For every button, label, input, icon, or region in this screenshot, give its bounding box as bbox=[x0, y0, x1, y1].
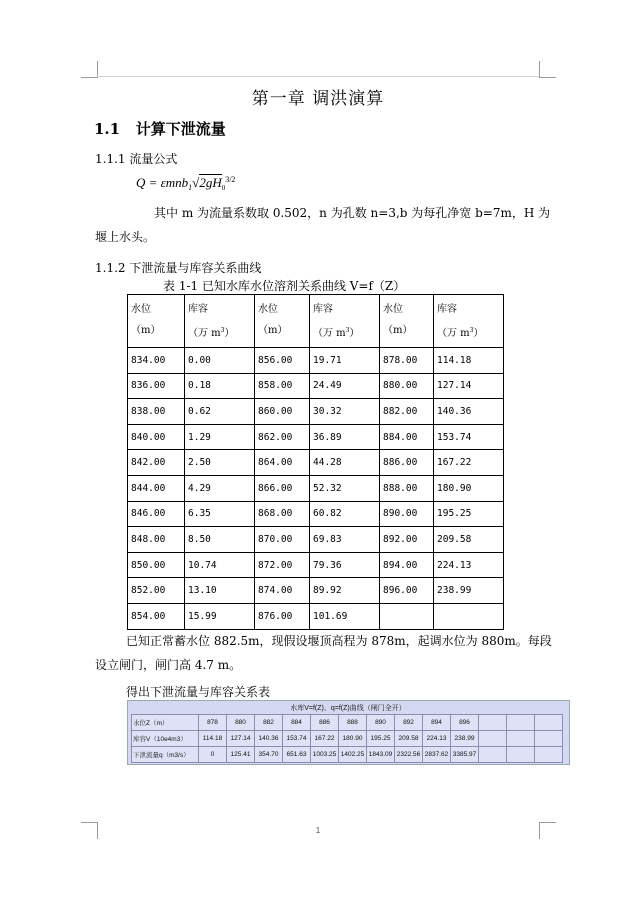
table-row bbox=[128, 603, 504, 629]
spreadsheet-cell: 224.13 bbox=[423, 731, 451, 747]
spreadsheet-cell: 880 bbox=[227, 715, 255, 731]
spreadsheet-empty-cell bbox=[507, 731, 535, 747]
spreadsheet-cell: 1003.25 bbox=[311, 747, 339, 763]
storage-cell: 89.92 bbox=[310, 578, 380, 604]
spreadsheet-empty-cell bbox=[479, 715, 507, 731]
storage-cell: 195.25 bbox=[434, 501, 504, 527]
spreadsheet-row-label: 库容V（10e4m3） bbox=[132, 731, 199, 747]
level-cell: 888.00 bbox=[380, 475, 434, 501]
formula-explanation-line1: 其中 m 为流量系数取 0.502，n 为孔数 n=3,b 为每孔净宽 b=7m，H 为 bbox=[154, 206, 551, 220]
storage-cell bbox=[434, 603, 504, 629]
header-level: 水位 （m） bbox=[128, 295, 185, 348]
spreadsheet-empty-cell bbox=[535, 715, 563, 731]
formula-explanation-line2: 堰上水头。 bbox=[95, 230, 156, 244]
storage-cell: 4.29 bbox=[185, 475, 255, 501]
section-title: 计算下泄流量 bbox=[135, 120, 226, 138]
crop-mark-top-left-h bbox=[97, 76, 539, 77]
level-cell: 878.00 bbox=[380, 348, 434, 374]
page-number: 1 bbox=[315, 826, 321, 835]
level-cell: 858.00 bbox=[255, 373, 310, 399]
level-cell: 860.00 bbox=[255, 399, 310, 425]
table-row bbox=[128, 527, 504, 553]
spreadsheet-cell: 114.18 bbox=[199, 731, 227, 747]
crop-mark-top-right bbox=[539, 61, 556, 78]
gate-paragraph-line2: 设立闸门，闸门高 4.7 m。 bbox=[95, 658, 242, 672]
spreadsheet-cell: 354.70 bbox=[255, 747, 283, 763]
level-cell: 894.00 bbox=[380, 552, 434, 578]
storage-cell: 19.71 bbox=[310, 348, 380, 374]
storage-cell: 79.36 bbox=[310, 552, 380, 578]
subsection-discharge-storage: 1.1.2 下泄流量与库容关系曲线 bbox=[95, 261, 262, 275]
table-header-row bbox=[128, 295, 504, 348]
level-cell: 868.00 bbox=[255, 501, 310, 527]
level-cell: 852.00 bbox=[128, 578, 185, 604]
formula-main: Q = εmnb bbox=[136, 175, 189, 190]
storage-cell: 238.99 bbox=[434, 578, 504, 604]
flow-formula bbox=[136, 175, 235, 192]
spreadsheet-cell: 878 bbox=[199, 715, 227, 731]
storage-cell: 8.50 bbox=[185, 527, 255, 553]
level-cell: 838.00 bbox=[128, 399, 185, 425]
storage-cell: 140.36 bbox=[434, 399, 504, 425]
level-cell: 834.00 bbox=[128, 348, 185, 374]
subsection-flow-formula: 1.1.1 流量公式 bbox=[95, 152, 178, 166]
spreadsheet-empty-cell bbox=[507, 715, 535, 731]
level-cell: 870.00 bbox=[255, 527, 310, 553]
header-level: 水位 （m） bbox=[380, 295, 434, 348]
section-number: 1.1 bbox=[94, 120, 121, 138]
level-cell bbox=[380, 603, 434, 629]
spreadsheet-cell: 125.41 bbox=[227, 747, 255, 763]
level-cell: 890.00 bbox=[380, 501, 434, 527]
spreadsheet-cell: 180.90 bbox=[339, 731, 367, 747]
formula-root: 2gH bbox=[199, 175, 222, 190]
level-cell: 882.00 bbox=[380, 399, 434, 425]
spreadsheet-row-label: 水位Z（m） bbox=[132, 715, 199, 731]
storage-cell: 2.50 bbox=[185, 450, 255, 476]
level-cell: 836.00 bbox=[128, 373, 185, 399]
header-storage: 库容 （万 $m^3$） bbox=[310, 295, 380, 348]
level-cell: 864.00 bbox=[255, 450, 310, 476]
table-row bbox=[128, 578, 504, 604]
storage-cell: 24.49 bbox=[310, 373, 380, 399]
level-cell: 842.00 bbox=[128, 450, 185, 476]
spreadsheet-cell: 892 bbox=[395, 715, 423, 731]
storage-cell: 153.74 bbox=[434, 424, 504, 450]
table-row bbox=[128, 399, 504, 425]
level-cell: 850.00 bbox=[128, 552, 185, 578]
spreadsheet-row bbox=[132, 747, 563, 763]
level-cell: 854.00 bbox=[128, 603, 185, 629]
spreadsheet-cell: 882 bbox=[255, 715, 283, 731]
level-cell: 884.00 bbox=[380, 424, 434, 450]
level-cell: 846.00 bbox=[128, 501, 185, 527]
storage-cell: 101.69 bbox=[310, 603, 380, 629]
storage-cell: 15.99 bbox=[185, 603, 255, 629]
spreadsheet-table bbox=[131, 714, 563, 763]
spreadsheet-empty-cell bbox=[479, 731, 507, 747]
storage-cell: 52.32 bbox=[310, 475, 380, 501]
storage-cell: 69.83 bbox=[310, 527, 380, 553]
spreadsheet-cell: 0 bbox=[199, 747, 227, 763]
spreadsheet-cell: 2837.62 bbox=[423, 747, 451, 763]
storage-cell: 10.74 bbox=[185, 552, 255, 578]
level-storage-table bbox=[127, 294, 504, 630]
level-cell: 880.00 bbox=[380, 373, 434, 399]
spreadsheet-cell: 894 bbox=[423, 715, 451, 731]
level-cell: 866.00 bbox=[255, 475, 310, 501]
table-row bbox=[128, 475, 504, 501]
table-row bbox=[128, 450, 504, 476]
header-storage: 库容 （万 $m^3$） bbox=[185, 295, 255, 348]
storage-cell: 36.89 bbox=[310, 424, 380, 450]
header-storage: 库容 （万 $m^3$） bbox=[434, 295, 504, 348]
storage-cell: 114.18 bbox=[434, 348, 504, 374]
spreadsheet-title: 水库V=f(Z)、q=f(Z)曲线（闸门全开） bbox=[290, 705, 406, 712]
storage-cell: 1.29 bbox=[185, 424, 255, 450]
spreadsheet-cell: 3385.97 bbox=[451, 747, 479, 763]
chapter-title: 第一章 调洪演算 bbox=[251, 89, 385, 109]
storage-cell: 13.10 bbox=[185, 578, 255, 604]
spreadsheet-empty-cell bbox=[535, 747, 563, 763]
level-cell: 896.00 bbox=[380, 578, 434, 604]
storage-cell: 224.13 bbox=[434, 552, 504, 578]
spreadsheet-cell: 195.25 bbox=[367, 731, 395, 747]
spreadsheet-cell: 896 bbox=[451, 715, 479, 731]
spreadsheet-cell: 238.99 bbox=[451, 731, 479, 747]
table-caption: 表 1-1 已知水库水位溶剂关系曲线 V=f（Z） bbox=[163, 279, 406, 293]
level-cell: 874.00 bbox=[255, 578, 310, 604]
spreadsheet-cell: 890 bbox=[367, 715, 395, 731]
spreadsheet-cell: 886 bbox=[311, 715, 339, 731]
spreadsheet-empty-cell bbox=[535, 731, 563, 747]
storage-cell: 127.14 bbox=[434, 373, 504, 399]
storage-cell: 209.58 bbox=[434, 527, 504, 553]
table-row bbox=[128, 424, 504, 450]
spreadsheet-row bbox=[132, 715, 563, 731]
spreadsheet-image bbox=[127, 700, 570, 765]
storage-cell: 6.35 bbox=[185, 501, 255, 527]
formula-exponent: 3/2 bbox=[225, 175, 236, 184]
spreadsheet-cell: 153.74 bbox=[283, 731, 311, 747]
spreadsheet-empty-cell bbox=[479, 747, 507, 763]
spreadsheet-row bbox=[132, 731, 563, 747]
spreadsheet-cell: 209.58 bbox=[395, 731, 423, 747]
storage-cell: 44.28 bbox=[310, 450, 380, 476]
level-cell: 856.00 bbox=[255, 348, 310, 374]
formula-sub: 1 bbox=[188, 183, 193, 192]
storage-cell: 30.32 bbox=[310, 399, 380, 425]
spreadsheet-cell: 651.63 bbox=[283, 747, 311, 763]
sqrt-icon: √ bbox=[192, 175, 200, 190]
spreadsheet-cell: 127.14 bbox=[227, 731, 255, 747]
storage-cell: 0.00 bbox=[185, 348, 255, 374]
table-row bbox=[128, 501, 504, 527]
spreadsheet-row-label: 下泄流量q（m3/s） bbox=[132, 747, 199, 763]
table-row bbox=[128, 552, 504, 578]
storage-cell: 0.62 bbox=[185, 399, 255, 425]
level-cell: 840.00 bbox=[128, 424, 185, 450]
level-cell: 892.00 bbox=[380, 527, 434, 553]
section-heading bbox=[94, 118, 226, 139]
storage-cell: 167.22 bbox=[434, 450, 504, 476]
spreadsheet-cell: 140.36 bbox=[255, 731, 283, 747]
spreadsheet-cell: 2322.56 bbox=[395, 747, 423, 763]
spreadsheet-cell: 1402.25 bbox=[339, 747, 367, 763]
storage-cell: 0.18 bbox=[185, 373, 255, 399]
spreadsheet-empty-cell bbox=[507, 747, 535, 763]
table-row bbox=[128, 348, 504, 374]
result-intro: 得出下泄流量与库容关系表 bbox=[126, 685, 271, 699]
level-cell: 872.00 bbox=[255, 552, 310, 578]
level-cell: 886.00 bbox=[380, 450, 434, 476]
header-level: 水位 （m） bbox=[255, 295, 310, 348]
gate-paragraph-line1: 已知正常蓄水位 882.5m，现假设堰顶高程为 878m，起调水位为 880m。每段 bbox=[126, 634, 552, 648]
level-cell: 848.00 bbox=[128, 527, 185, 553]
storage-cell: 60.82 bbox=[310, 501, 380, 527]
spreadsheet-cell: 888 bbox=[339, 715, 367, 731]
level-cell: 862.00 bbox=[255, 424, 310, 450]
crop-mark-top-left bbox=[81, 61, 98, 78]
level-cell: 844.00 bbox=[128, 475, 185, 501]
table-row bbox=[128, 373, 504, 399]
spreadsheet-cell: 1843.09 bbox=[367, 747, 395, 763]
storage-cell: 180.90 bbox=[434, 475, 504, 501]
spreadsheet-cell: 884 bbox=[283, 715, 311, 731]
spreadsheet-cell: 167.22 bbox=[311, 731, 339, 747]
formula-subzero: 0 bbox=[221, 184, 226, 192]
level-cell: 876.00 bbox=[255, 603, 310, 629]
